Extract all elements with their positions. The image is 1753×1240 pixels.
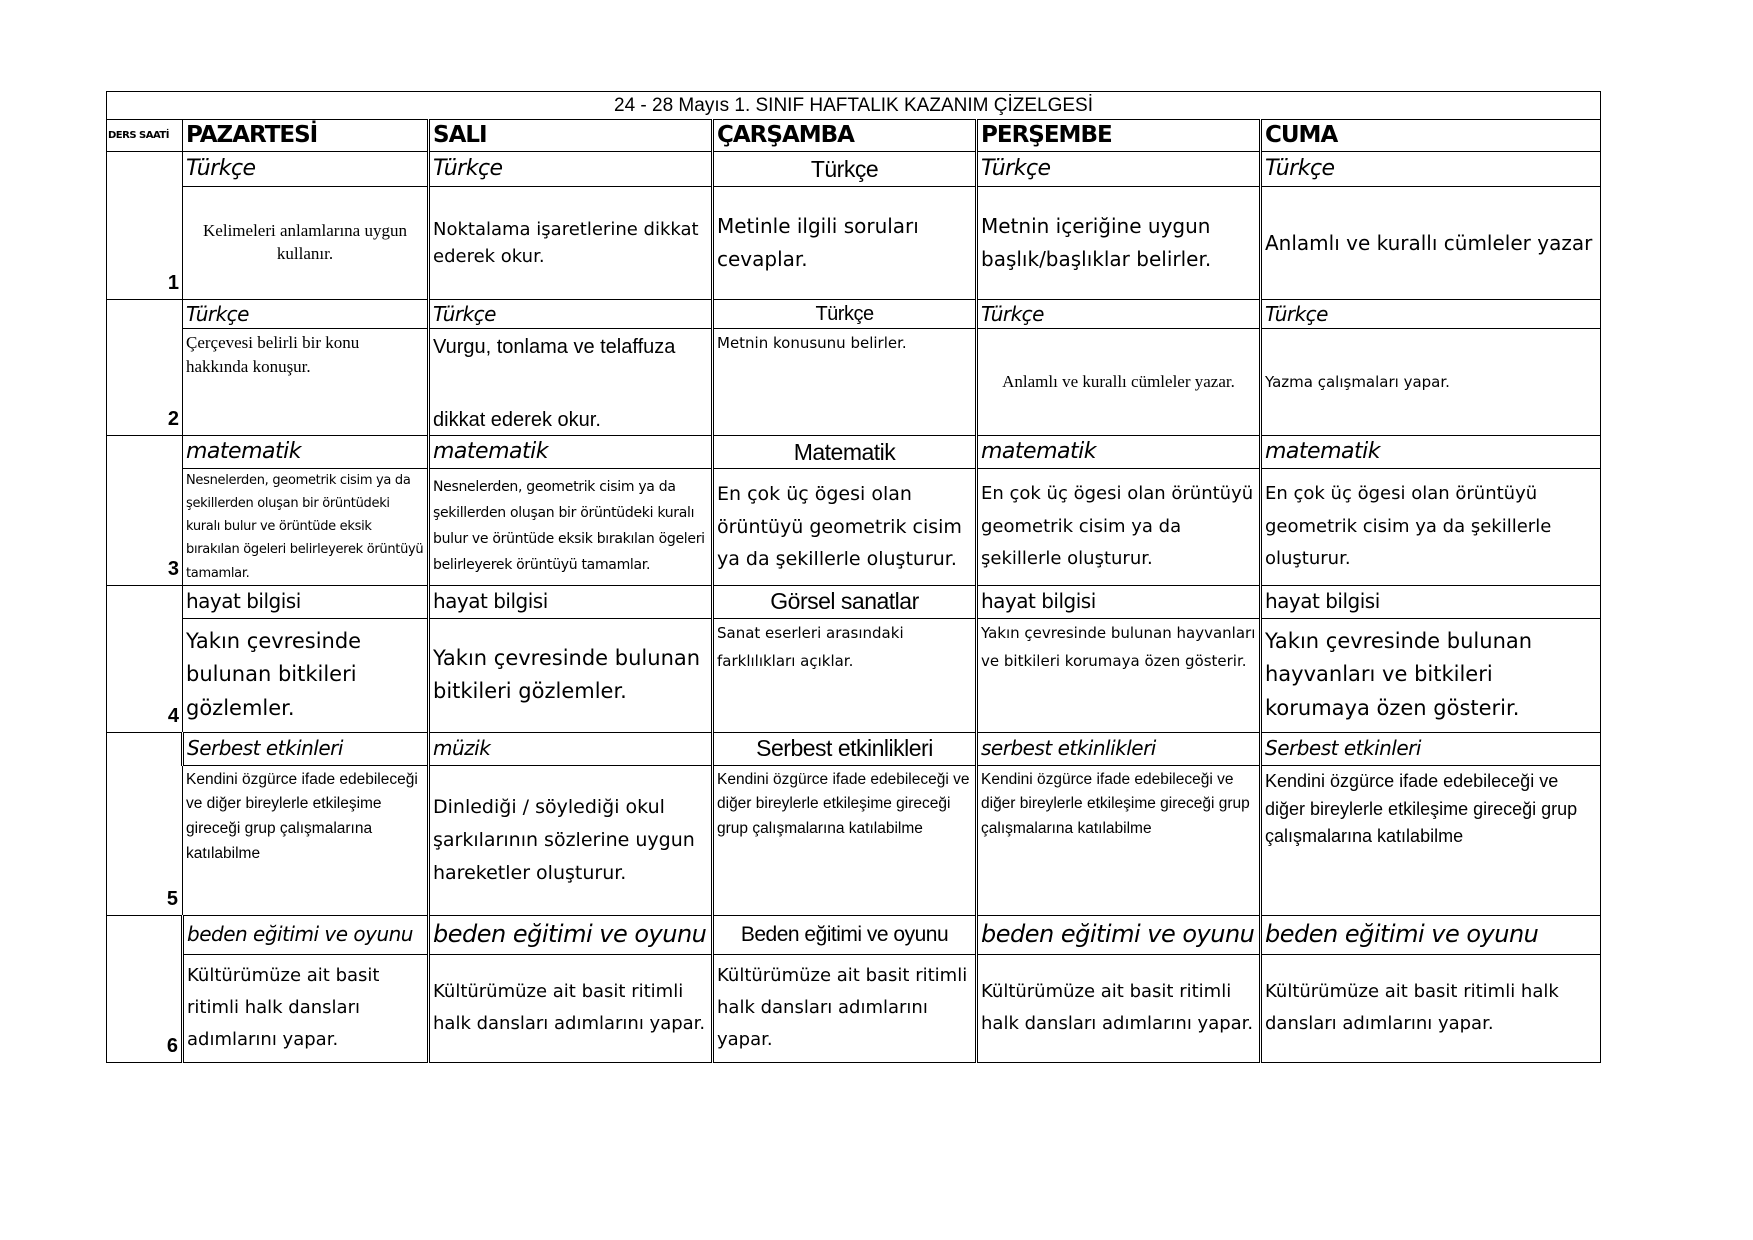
objective-row-1: [107, 187, 1601, 300]
objective-row-2: [107, 329, 1601, 436]
objective-cell: Yazma çalışmaları yapar.: [1261, 329, 1601, 436]
page-title: 24 - 28 Mayıs 1. SINIF HAFTALIK KAZANIM ÇİZELGESİ: [107, 92, 1601, 120]
lesson-number-1: 1: [107, 152, 183, 300]
objective-cell: Kendini özgürce ifade edebileceği ve diğer bireylerle etkileşime gireceği grup çalışmalarına katılabilme: [713, 765, 977, 915]
objective-cell: Anlamlı ve kurallı cümleler yazar.: [977, 329, 1261, 436]
subject-cell: hayat bilgisi: [183, 585, 429, 618]
objective-cell: Kelimeleri anlamlarına uygun kullanır.: [183, 187, 429, 300]
objective-cell: Metinle ilgili soruları cevaplar.: [713, 187, 977, 300]
subject-cell: beden eğitimi ve oyunu: [1261, 915, 1601, 954]
subject-cell: hayat bilgisi: [977, 585, 1261, 618]
objective-cell: Kültürümüze ait basit ritimli halk dansları adımlarını yapar.: [183, 954, 429, 1062]
objective-cell: Dinlediği / söylediği okul şarkılarının sözlerine uygun hareketler oluşturur.: [429, 765, 713, 915]
objective-cell: Nesnelerden, geometrik cisim ya da şekillerden oluşan bir örüntüdeki kuralı bulur ve örüntüde eksik bırakılan ögeleri belirleyerek örüntüyü tamamlar.: [429, 469, 713, 586]
header-row: [107, 120, 1601, 152]
objective-cell: Çerçevesi belirli bir konu hakkında konuşur.: [183, 329, 429, 436]
subject-cell: matematik: [1261, 436, 1601, 469]
objective-cell: Anlamlı ve kurallı cümleler yazar: [1261, 187, 1601, 300]
weekly-schedule-table: [106, 91, 1601, 1063]
lesson-number-4: 4: [107, 585, 183, 732]
objective-cell: Yakın çevresinde bulunan bitkileri gözlemler.: [183, 618, 429, 732]
subject-cell: matematik: [977, 436, 1261, 469]
subject-cell: beden eğitimi ve oyunu: [977, 915, 1261, 954]
objective-cell: Kendini özgürce ifade edebileceği ve diğer bireylerle etkileşime gireceği grup çalışmalarına katılabilme: [1261, 765, 1601, 915]
objective-row-5: [107, 765, 1601, 915]
subject-cell: Türkçe: [1261, 152, 1601, 187]
objective-cell: Kendini özgürce ifade edebileceği ve diğer bireylerle etkileşime gireceği grup çalışmalarına katılabilme: [977, 765, 1261, 915]
subject-cell: Türkçe: [713, 152, 977, 187]
subject-cell: Türkçe: [977, 152, 1261, 187]
day-header-friday: CUMA: [1261, 120, 1601, 152]
subject-cell: hayat bilgisi: [429, 585, 713, 618]
day-header-monday: PAZARTESİ: [183, 120, 429, 152]
lesson-number-2: 2: [107, 300, 183, 436]
subject-cell: matematik: [183, 436, 429, 469]
objective-cell: Metnin konusunu belirler.: [713, 329, 977, 436]
subject-row-6: [107, 915, 1601, 954]
subject-row-1: [107, 152, 1601, 187]
subject-cell: Serbest etkinleri: [1261, 732, 1601, 765]
objective-cell: Kültürümüze ait basit ritimli halk dansları adımlarını yapar.: [429, 954, 713, 1062]
subject-cell: Beden eğitimi ve oyunu: [713, 915, 977, 954]
subject-cell: Türkçe: [429, 152, 713, 187]
objective-cell: Noktalama işaretlerine dikkat ederek okur.: [429, 187, 713, 300]
subject-row-4: [107, 585, 1601, 618]
day-header-tuesday: SALI: [429, 120, 713, 152]
lesson-number-6: 6: [107, 915, 183, 1062]
ders-saati-header: DERS SAATİ: [107, 120, 183, 152]
objective-cell: [429, 329, 713, 436]
subject-cell: beden eğitimi ve oyunu: [183, 915, 429, 954]
objective-cell: En çok üç ögesi olan örüntüyü geometrik cisim ya da şekillerle oluşturur.: [713, 469, 977, 586]
subject-cell: Türkçe: [429, 300, 713, 329]
objective-row-4: [107, 618, 1601, 732]
objective-cell: Yakın çevresinde bulunan hayvanları ve bitkileri korumaya özen gösterir.: [977, 618, 1261, 732]
subject-cell: Matematik: [713, 436, 977, 469]
objective-text-line-2: dikkat ederek okur.: [433, 409, 601, 432]
day-header-thursday: PERŞEMBE: [977, 120, 1261, 152]
lesson-number-3: 3: [107, 436, 183, 586]
subject-cell: Türkçe: [713, 300, 977, 329]
subject-row-5: [107, 732, 1601, 765]
objective-cell: Kültürümüze ait basit ritimli halk dansları adımlarını yapar.: [713, 954, 977, 1062]
subject-row-2: [107, 300, 1601, 329]
objective-cell: Nesnelerden, geometrik cisim ya da şekillerden oluşan bir örüntüdeki kuralı bulur ve örüntüde eksik bırakılan ögeleri belirleyerek örüntüyü tamamlar.: [183, 469, 429, 586]
subject-cell: Türkçe: [183, 300, 429, 329]
subject-cell: matematik: [429, 436, 713, 469]
subject-cell: Türkçe: [1261, 300, 1601, 329]
subject-cell: Serbest etkinlikleri: [713, 732, 977, 765]
objective-row-3: [107, 469, 1601, 586]
title-row: [107, 92, 1601, 120]
objective-cell: En çok üç ögesi olan örüntüyü geometrik cisim ya da şekillerle oluşturur.: [1261, 469, 1601, 586]
objective-cell: Kendini özgürce ifade edebileceği ve diğer bireylerle etkileşime gireceği grup çalışmalarına katılabilme: [183, 765, 429, 915]
objective-cell: Kültürümüze ait basit ritimli halk dansları adımlarını yapar.: [1261, 954, 1601, 1062]
day-header-wednesday: ÇARŞAMBA: [713, 120, 977, 152]
objective-row-6: [107, 954, 1601, 1062]
objective-cell: Sanat eserleri arasındaki farklılıkları açıklar.: [713, 618, 977, 732]
subject-cell: serbest etkinlikleri: [977, 732, 1261, 765]
subject-cell: müzik: [429, 732, 713, 765]
lesson-number-5: 5: [107, 732, 183, 915]
objective-cell: Kültürümüze ait basit ritimli halk dansları adımlarını yapar.: [977, 954, 1261, 1062]
objective-cell: En çok üç ögesi olan örüntüyü geometrik cisim ya da şekillerle oluşturur.: [977, 469, 1261, 586]
objective-cell: Metnin içeriğine uygun başlık/başlıklar belirler.: [977, 187, 1261, 300]
subject-cell: Serbest etkinleri: [183, 732, 429, 765]
subject-cell: Görsel sanatlar: [713, 585, 977, 618]
subject-cell: hayat bilgisi: [1261, 585, 1601, 618]
objective-cell: Yakın çevresinde bulunan bitkileri gözlemler.: [429, 618, 713, 732]
subject-cell: beden eğitimi ve oyunu: [429, 915, 713, 954]
objective-cell: Yakın çevresinde bulunan hayvanları ve bitkileri korumaya özen gösterir.: [1261, 618, 1601, 732]
objective-text-line-1: Vurgu, tonlama ve telaffuza: [433, 336, 676, 359]
subject-cell: Türkçe: [183, 152, 429, 187]
subject-cell: Türkçe: [977, 300, 1261, 329]
subject-row-3: [107, 436, 1601, 469]
